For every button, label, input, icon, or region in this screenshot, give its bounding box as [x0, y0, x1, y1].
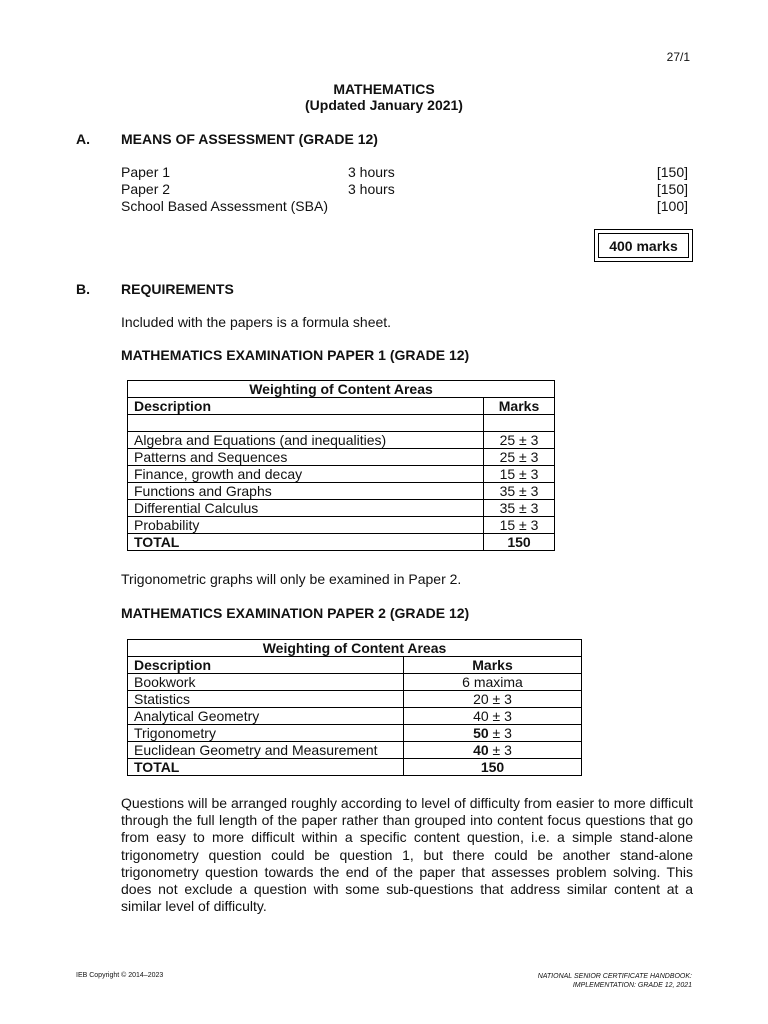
section-a-letter: A. — [76, 131, 90, 147]
assessment-duration: 3 hours — [348, 164, 395, 180]
total-marks-box — [594, 229, 693, 262]
ordering-paragraph: Questions will be arranged roughly according to level of difficulty from easier to more difficult through the full length of the paper rather than grouped into content focus questions that go from easy to more difficult within a specific content question, i.e. a simple stand-alone trigonometry question could be question 1, but there could be another stand-alone trigonometry question towards the end of the paper that assesses problem solving. This does not exclude a question with some sub-questions that address similar content at a similar level of difficulty. — [121, 795, 693, 915]
table-row — [128, 691, 582, 708]
row-description: Algebra and Equations (and inequalities) — [128, 432, 484, 449]
table-title: Weighting of Content Areas — [128, 381, 555, 398]
row-marks: 6 maxima — [404, 674, 582, 691]
table-row — [128, 725, 582, 742]
row-description: Euclidean Geometry and Measurement — [128, 742, 404, 759]
row-marks: 15 ± 3 — [484, 517, 555, 534]
column-header-marks: Marks — [484, 398, 555, 415]
total-label: TOTAL — [128, 759, 404, 776]
footer-copyright: IEB Copyright © 2014–2023 — [76, 972, 164, 979]
assessment-name: School Based Assessment (SBA) — [121, 198, 328, 214]
table-row — [128, 466, 555, 483]
footer-line: IMPLEMENTATION: GRADE 12, 2021 — [572, 982, 692, 989]
assessment-marks: [150] — [656, 181, 688, 197]
total-row — [128, 534, 555, 551]
table-row — [128, 708, 582, 725]
assessment-marks: [100] — [656, 198, 688, 214]
row-description: Functions and Graphs — [128, 483, 484, 500]
row-description: Probability — [128, 517, 484, 534]
row-description: Patterns and Sequences — [128, 449, 484, 466]
footer-line: NATIONAL SENIOR CERTIFICATE HANDBOOK: — [537, 973, 692, 980]
paper1-heading: MATHEMATICS EXAMINATION PAPER 1 (GRADE 12) — [121, 347, 470, 363]
row-description: Statistics — [128, 691, 404, 708]
section-b-title: REQUIREMENTS — [121, 281, 234, 297]
row-description: Differential Calculus — [128, 500, 484, 517]
table-row — [128, 449, 555, 466]
total-value: 150 — [404, 759, 582, 776]
assessment-name: Paper 2 — [121, 181, 171, 197]
total-marks: 400 marks — [598, 233, 689, 258]
document-subtitle: (Updated January 2021) — [305, 97, 463, 113]
table-row — [128, 500, 555, 517]
paper1-note: Trigonometric graphs will only be examined in Paper 2. — [121, 571, 462, 587]
row-marks: 50 ± 3 — [404, 725, 582, 742]
row-marks: 25 ± 3 — [484, 432, 555, 449]
page-number: 27/1 — [666, 50, 690, 64]
table-title: Weighting of Content Areas — [128, 640, 582, 657]
row-description: Finance, growth and decay — [128, 466, 484, 483]
row-description: Bookwork — [128, 674, 404, 691]
assessment-marks: [150] — [656, 164, 688, 180]
assessment-name: Paper 1 — [121, 164, 171, 180]
assessment-row — [121, 164, 688, 181]
requirements-intro: Included with the papers is a formula sheet. — [121, 314, 392, 330]
row-marks: 25 ± 3 — [484, 449, 555, 466]
table-row — [128, 674, 582, 691]
row-marks: 40 ± 3 — [404, 708, 582, 725]
table-row — [128, 432, 555, 449]
assessment-row — [121, 181, 688, 198]
section-a-title: MEANS OF ASSESSMENT (GRADE 12) — [121, 131, 378, 147]
column-header-description: Description — [128, 657, 404, 674]
row-marks: 35 ± 3 — [484, 483, 555, 500]
table-row — [128, 517, 555, 534]
row-marks: 20 ± 3 — [404, 691, 582, 708]
paper2-heading: MATHEMATICS EXAMINATION PAPER 2 (GRADE 12) — [121, 605, 470, 621]
spacer-row — [128, 415, 555, 432]
total-value: 150 — [484, 534, 555, 551]
column-header-description: Description — [128, 398, 484, 415]
paper1-weighting-table — [127, 380, 555, 551]
table-row — [128, 742, 582, 759]
section-b-letter: B. — [76, 281, 90, 297]
assessment-row — [121, 198, 688, 215]
total-label: TOTAL — [128, 534, 484, 551]
document-title: MATHEMATICS — [333, 81, 435, 97]
table-row — [128, 483, 555, 500]
assessment-duration: 3 hours — [348, 181, 395, 197]
paper2-weighting-table — [127, 639, 582, 776]
row-marks: 35 ± 3 — [484, 500, 555, 517]
row-description: Analytical Geometry — [128, 708, 404, 725]
row-marks: 40 ± 3 — [404, 742, 582, 759]
row-marks: 15 ± 3 — [484, 466, 555, 483]
column-header-marks: Marks — [404, 657, 582, 674]
footer-handbook — [538, 972, 692, 990]
row-description: Trigonometry — [128, 725, 404, 742]
total-row — [128, 759, 582, 776]
